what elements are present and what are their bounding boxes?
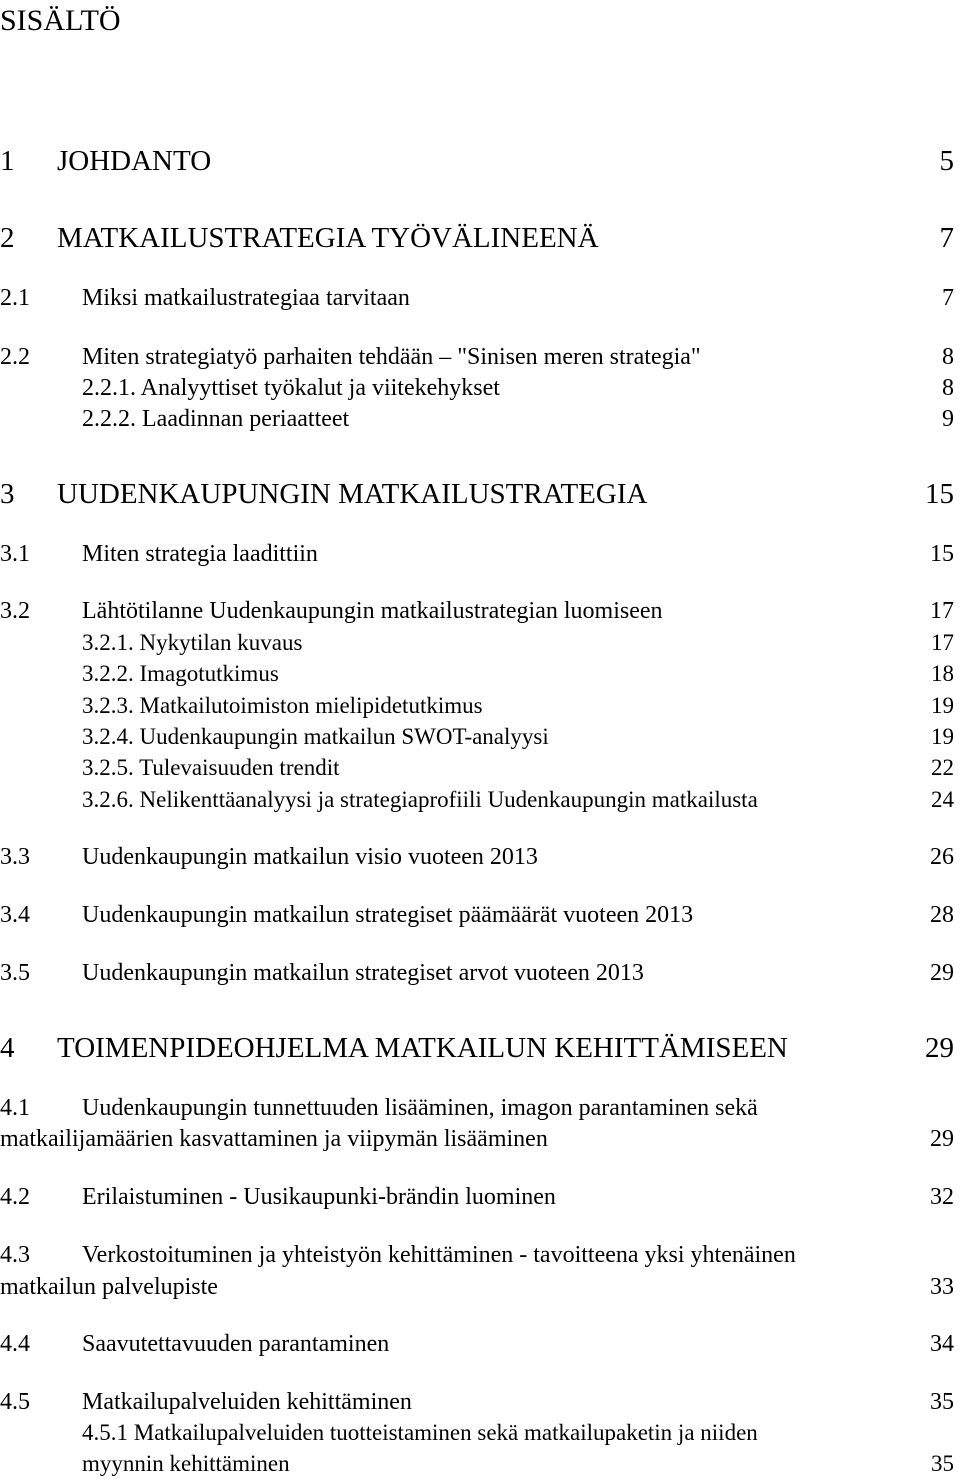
toc-label: Uudenkaupungin matkailun strategiset arvot vuoteen 2013 [82, 960, 644, 986]
toc-number: 4.5 [0, 1389, 30, 1415]
toc-page: 8 [942, 344, 954, 370]
toc-entry-h2 [0, 221, 954, 255]
toc-page: 15 [930, 541, 954, 567]
toc-entry-2-2-1 [0, 371, 954, 405]
toc-page: 8 [942, 375, 954, 401]
toc-number: 3.2 [0, 598, 30, 624]
toc-entry-4-5 [0, 1385, 954, 1419]
toc-label: TOIMENPIDEOHJELMA MATKAILUN KEHITTÄMISEEN [57, 1032, 788, 1064]
toc-page: 35 [930, 1389, 954, 1415]
toc-page: 33 [930, 1274, 954, 1300]
toc-page: 29 [930, 960, 954, 986]
toc-page: 18 [931, 661, 954, 686]
toc-entry-3-3 [0, 840, 954, 874]
toc-entry-2-2-2 [0, 402, 954, 436]
toc-page: 28 [930, 902, 954, 928]
toc-label: Uudenkaupungin matkailun visio vuoteen 2013 [82, 844, 538, 870]
toc-entry-3-2-6 [0, 783, 954, 817]
toc-entry-3-2-1 [0, 626, 954, 660]
toc-label: Uudenkaupungin matkailun strategiset päämäärät vuoteen 2013 [82, 902, 694, 928]
toc-label: Saavutettavuuden parantaminen [82, 1331, 390, 1357]
toc-page: 9 [942, 406, 954, 432]
toc-page: 34 [930, 1331, 954, 1357]
toc-label: UUDENKAUPUNGIN MATKAILUSTRATEGIA [57, 478, 648, 510]
toc-label: 3.2.6. Nelikenttäanalyysi ja strategiaprofiili Uudenkaupungin matkailusta [82, 787, 758, 812]
toc-entry-h1 [0, 144, 954, 178]
page-title: SISÄLTÖ [0, 4, 121, 37]
toc-entry-4-1-continued [0, 1122, 954, 1156]
toc-entry-3-2 [0, 594, 954, 628]
toc-label: 2.2.1. Analyyttiset työkalut ja viitekehykset [82, 375, 500, 401]
toc-entry-4-5-1 [0, 1416, 954, 1450]
toc-number: 4.1 [0, 1095, 30, 1121]
toc-label: 4.5.1 Matkailupalveluiden tuotteistaminen sekä matkailupaketin ja niiden [82, 1420, 758, 1445]
toc-label: 3.2.1. Nykytilan kuvaus [82, 630, 303, 655]
toc-label: Verkostoituminen ja yhteistyön kehittäminen - tavoitteena yksi yhtenäinen [82, 1242, 796, 1268]
toc-page: 29 [925, 1032, 954, 1064]
toc-page: 35 [931, 1451, 954, 1476]
toc-page: 22 [931, 755, 954, 780]
toc-label: Miten strategiatyö parhaiten tehdään – "Sinisen meren strategia" [82, 344, 701, 370]
toc-entry-h4 [0, 1031, 954, 1065]
toc-label: 3.2.5. Tulevaisuuden trendit [82, 755, 340, 780]
toc-label: 3.2.2. Imagotutkimus [82, 661, 279, 686]
toc-label: JOHDANTO [57, 145, 212, 177]
toc-page: 19 [931, 724, 954, 749]
toc-number: 4.2 [0, 1184, 30, 1210]
toc-number: 3.5 [0, 960, 30, 986]
toc-page: 7 [939, 222, 954, 254]
toc-number: 4.3 [0, 1242, 30, 1268]
toc-entry-4-4 [0, 1327, 954, 1361]
toc-entry-4-1 [0, 1091, 954, 1125]
toc-label: 3.2.3. Matkailutoimiston mielipidetutkimus [82, 693, 483, 718]
toc-label: Erilaistuminen - Uusikaupunki-brändin luominen [82, 1184, 556, 1210]
toc-label: 2.2.2. Laadinnan periaatteet [82, 406, 350, 432]
toc-page: 5 [939, 145, 954, 177]
toc-entry-3-2-5 [0, 751, 954, 785]
toc-number: 3 [0, 478, 15, 510]
toc-page: 24 [931, 787, 954, 812]
toc-label: Uudenkaupungin tunnettuuden lisääminen, imagon parantaminen sekä [82, 1095, 758, 1121]
toc-page: 32 [930, 1184, 954, 1210]
toc-entry-4-2 [0, 1180, 954, 1214]
toc-number: 3.1 [0, 541, 30, 567]
toc-entry-3-2-2 [0, 657, 954, 691]
toc-page: 17 [930, 598, 954, 624]
toc-label: Miksi matkailustrategiaa tarvitaan [82, 285, 410, 311]
toc-page: 7 [942, 285, 954, 311]
toc-page: 15 [925, 478, 954, 510]
toc-label: MATKAILUSTRATEGIA TYÖVÄLINEENÄ [57, 222, 599, 254]
toc-label: Matkailupalveluiden kehittäminen [82, 1389, 412, 1415]
toc-number: 3.3 [0, 844, 30, 870]
toc-entry-2-2 [0, 340, 954, 374]
toc-label: 3.2.4. Uudenkaupungin matkailun SWOT-analyysi [82, 724, 549, 749]
toc-title-line [0, 4, 954, 38]
toc-page: 29 [930, 1126, 954, 1152]
toc-number: 2 [0, 222, 15, 254]
toc-number: 2.2 [0, 344, 30, 370]
toc-page: 26 [930, 844, 954, 870]
toc-entry-3-2-3 [0, 689, 954, 723]
toc-page: 17 [931, 630, 954, 655]
toc-entry-3-2-4 [0, 720, 954, 754]
toc-number: 3.4 [0, 902, 30, 928]
toc-label-continued: myynnin kehittäminen [82, 1451, 290, 1476]
toc-page: 19 [931, 693, 954, 718]
toc-number: 4.4 [0, 1331, 30, 1357]
toc-entry-3-1 [0, 537, 954, 571]
toc-number: 4 [0, 1032, 15, 1064]
toc-entry-3-4 [0, 898, 954, 932]
toc-label: Lähtötilanne Uudenkaupungin matkailustrategian luomiseen [82, 598, 663, 624]
toc-label-continued: matkailun palvelupiste [0, 1274, 218, 1300]
toc-entry-2-1 [0, 281, 954, 315]
toc-entry-3-5 [0, 956, 954, 990]
toc-number: 1 [0, 145, 15, 177]
toc-entry-4-3-continued [0, 1270, 954, 1304]
toc-entry-h3 [0, 477, 954, 511]
toc-entry-4-3 [0, 1238, 954, 1272]
toc-label: Miten strategia laadittiin [82, 541, 318, 567]
toc-label-continued: matkailijamäärien kasvattaminen ja viipymän lisääminen [0, 1126, 548, 1152]
toc-entry-4-5-1-continued [0, 1447, 954, 1481]
toc-number: 2.1 [0, 285, 30, 311]
